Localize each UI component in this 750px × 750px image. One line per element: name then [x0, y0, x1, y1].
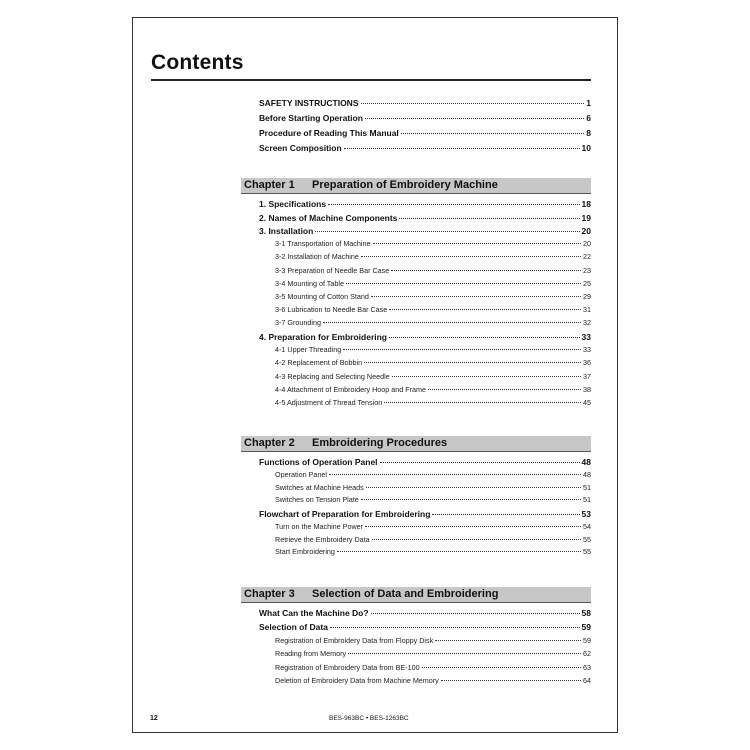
entry-page-number: 31: [583, 305, 591, 315]
entry-label: 4-4 Attachment of Embroidery Hoop and Frame: [275, 384, 427, 394]
entry-page-number: 58: [581, 608, 591, 618]
title-rule: [151, 79, 591, 81]
page-title: Contents: [151, 51, 244, 74]
entry-label: Registration of Embroidery Data from BE-100: [275, 662, 420, 672]
entry-label: Operation Panel: [275, 469, 327, 479]
dot-leader: [361, 103, 585, 104]
entry-page-number: 18: [581, 199, 591, 209]
entry-label: 3-3 Preparation of Needle Bar Case: [275, 265, 390, 275]
entry-label: 3-2 Installation of Machine: [275, 252, 359, 262]
toc-subentry: [275, 345, 591, 354]
entry-page-number: 59: [581, 622, 591, 632]
entry-page-number: 48: [583, 469, 591, 479]
toc-subentry: [275, 535, 591, 544]
dot-leader: [422, 667, 581, 668]
dot-leader: [432, 514, 579, 515]
dot-leader: [389, 309, 581, 310]
dot-leader: [373, 243, 582, 244]
dot-leader: [380, 462, 580, 463]
entry-label: Procedure of Reading This Manual: [259, 128, 399, 138]
dot-leader: [391, 270, 581, 271]
entry-label: 4-2 Replacement of Bobbin: [275, 358, 363, 368]
entry-label: 3-5 Mounting of Cotton Stand: [275, 292, 369, 301]
toc-entry: [259, 457, 591, 467]
entry-page-number: 20: [583, 239, 591, 249]
toc-subentry: [275, 470, 591, 479]
dot-leader: [371, 613, 580, 614]
toc-subentry: [275, 649, 591, 658]
entry-label: 4. Preparation for Embroidering: [259, 331, 387, 342]
dot-leader: [361, 499, 581, 500]
entry-page-number: 48: [581, 457, 591, 467]
entry-label: 3. Installation: [259, 226, 314, 236]
entry-label: Selection of Data: [259, 622, 328, 632]
dot-leader: [392, 376, 581, 377]
dot-leader: [315, 231, 579, 232]
entry-page-number: 55: [583, 547, 591, 557]
dot-leader: [346, 283, 581, 284]
dot-leader: [364, 362, 581, 363]
entry-page-number: 32: [583, 318, 591, 328]
toc-subentry: [275, 522, 591, 531]
manual-page: [132, 17, 618, 733]
entry-page-number: 37: [583, 371, 591, 381]
toc-entry: [259, 622, 591, 632]
dot-leader: [399, 218, 579, 219]
toc-subentry: [275, 636, 591, 645]
entry-page-number: 62: [583, 649, 591, 658]
entry-label: Registration of Embroidery Data from Floppy Disk: [275, 635, 434, 645]
entry-label: Deletion of Embroidery Data from Machine Memory: [275, 676, 439, 685]
chapter-rule: [241, 451, 591, 452]
dot-leader: [348, 653, 581, 654]
entry-label: 3-6 Lubrication to Needle Bar Case: [275, 305, 388, 315]
dot-leader: [366, 487, 581, 488]
entry-label: What Can the Machine Do?: [259, 608, 369, 618]
entry-page-number: 6: [586, 113, 591, 123]
toc-entry: [259, 226, 591, 236]
entry-label: Retrieve the Embroidery Data: [275, 534, 370, 544]
entry-label: 4-3 Replacing and Selecting Needle: [275, 371, 390, 381]
front-matter-entry: [259, 98, 591, 108]
entry-page-number: 1: [586, 98, 591, 108]
chapter-number: Chapter 1: [244, 179, 295, 191]
dot-leader: [337, 551, 581, 552]
dot-leader: [323, 322, 581, 323]
chapter-title: Embroidering Procedures: [312, 437, 448, 449]
chapter-number: Chapter 2: [244, 437, 295, 449]
toc-entry: [259, 608, 591, 618]
entry-page-number: 8: [586, 128, 591, 138]
entry-label: 3-7 Grounding: [275, 318, 321, 328]
entry-page-number: 19: [581, 212, 591, 223]
toc-subentry: [275, 239, 591, 248]
chapter-heading: [241, 436, 591, 451]
chapter-title: Selection of Data and Embroidering: [312, 588, 499, 600]
toc-entry: [259, 509, 591, 519]
entry-page-number: 64: [583, 676, 591, 685]
dot-leader: [371, 296, 581, 297]
toc-subentry: [275, 495, 591, 504]
entry-label: Flowchart of Preparation for Embroidering: [259, 508, 431, 519]
dot-leader: [389, 337, 580, 338]
chapter-rule: [241, 602, 591, 603]
entry-page-number: 51: [583, 482, 591, 492]
dot-leader: [435, 640, 581, 641]
entry-page-number: 20: [581, 226, 591, 236]
chapter-number: Chapter 3: [244, 588, 295, 600]
dot-leader: [329, 474, 581, 475]
toc-subentry: [275, 358, 591, 367]
footer-page-number: 12: [150, 715, 158, 722]
toc-subentry: [275, 398, 591, 407]
chapter-rule: [241, 193, 591, 194]
front-matter-entry: [259, 113, 591, 123]
entry-page-number: 45: [583, 397, 591, 407]
toc-entry: [259, 332, 591, 342]
entry-page-number: 51: [583, 495, 591, 505]
entry-label: 2. Names of Machine Components: [259, 212, 398, 223]
dot-leader: [441, 680, 581, 681]
dot-leader: [365, 118, 584, 119]
entry-page-number: 38: [583, 384, 591, 394]
dot-leader: [365, 526, 581, 527]
toc-entry: [259, 199, 591, 209]
dot-leader: [343, 349, 581, 350]
entry-label: Before Starting Operation: [259, 113, 363, 123]
dot-leader: [401, 133, 584, 134]
entry-page-number: 23: [583, 265, 591, 275]
chapter-heading: [241, 178, 591, 193]
entry-label: 3-1 Transportation of Machine: [275, 239, 371, 249]
entry-label: 4-1 Upper Threading: [275, 345, 342, 355]
toc-subentry: [275, 305, 591, 314]
toc-subentry: [275, 547, 591, 556]
entry-label: 1. Specifications: [259, 199, 327, 209]
toc-subentry: [275, 676, 591, 685]
entry-page-number: 55: [583, 534, 591, 544]
front-matter-entry: [259, 128, 591, 138]
dot-leader: [344, 148, 580, 149]
toc-entry: [259, 213, 591, 223]
entry-label: Switches on Tension Plate: [275, 495, 359, 505]
entry-label: 3-4 Mounting of Table: [275, 278, 344, 288]
toc-subentry: [275, 292, 591, 301]
front-matter-entry: [259, 143, 591, 153]
entry-label: Start Embroidering: [275, 547, 335, 557]
entry-page-number: 53: [581, 508, 591, 519]
toc-subentry: [275, 266, 591, 275]
entry-page-number: 29: [583, 292, 591, 301]
entry-label: SAFETY INSTRUCTIONS: [259, 98, 359, 108]
entry-label: Turn on the Machine Power: [275, 521, 364, 531]
toc-subentry: [275, 318, 591, 327]
entry-page-number: 25: [583, 278, 591, 288]
entry-label: Switches at Machine Heads: [275, 482, 364, 492]
dot-leader: [361, 256, 581, 257]
chapter-heading: [241, 587, 591, 602]
dot-leader: [428, 389, 581, 390]
dot-leader: [328, 204, 579, 205]
entry-page-number: 10: [581, 143, 591, 153]
entry-page-number: 59: [583, 635, 591, 645]
dot-leader: [330, 627, 580, 628]
entry-label: Screen Composition: [259, 143, 342, 153]
entry-page-number: 36: [583, 358, 591, 368]
entry-label: Functions of Operation Panel: [259, 457, 378, 467]
entry-page-number: 33: [581, 331, 591, 342]
dot-leader: [372, 539, 581, 540]
entry-page-number: 63: [583, 662, 591, 672]
entry-label: Reading from Memory: [275, 649, 347, 658]
toc-subentry: [275, 385, 591, 394]
toc-subentry: [275, 372, 591, 381]
toc-subentry: [275, 252, 591, 261]
toc-subentry: [275, 279, 591, 288]
entry-label: 4-5 Adjustment of Thread Tension: [275, 397, 383, 407]
footer-model-name: BES-963BC • BES-1263BC: [329, 715, 409, 722]
toc-subentry: [275, 483, 591, 492]
entry-page-number: 54: [583, 521, 591, 531]
entry-page-number: 22: [583, 252, 591, 262]
toc-subentry: [275, 663, 591, 672]
chapter-title: Preparation of Embroidery Machine: [312, 179, 498, 191]
entry-page-number: 33: [583, 345, 591, 355]
dot-leader: [384, 402, 581, 403]
